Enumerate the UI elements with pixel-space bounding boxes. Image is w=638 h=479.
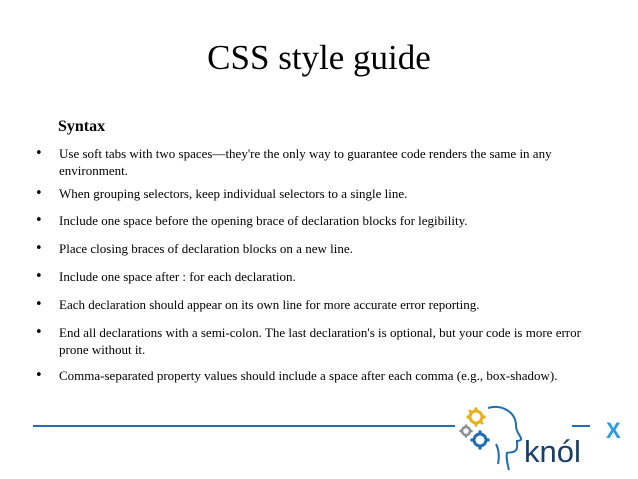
bullet-icon: • <box>35 146 43 161</box>
bullet-icon: • <box>35 368 43 383</box>
gray-gear-icon <box>459 424 473 438</box>
bullet-text: Comma-separated property values should include a space after each comma (e.g., box-shadow). <box>59 368 558 383</box>
bullet-text: End all declarations with a semi-colon. The last declaration's is optional, but your code is more error prone without it. <box>59 325 581 357</box>
slide-title: CSS style guide <box>207 38 431 77</box>
bullet-icon: • <box>35 325 43 340</box>
yellow-gear-icon <box>466 407 485 426</box>
bullet-text: Include one space after : for each declaration. <box>59 269 296 284</box>
bullet-text: Each declaration should appear on its own line for more accurate error reporting. <box>59 297 480 312</box>
knolx-logo <box>458 404 628 474</box>
bullet-icon: • <box>35 269 43 284</box>
bullet-text: When grouping selectors, keep individual selectors to a single line. <box>59 186 408 201</box>
head-profile-icon <box>488 407 521 470</box>
bullet-icon: • <box>35 186 43 201</box>
section-heading: Syntax <box>58 118 106 135</box>
bullet-text: Place closing braces of declaration blocks on a new line. <box>59 241 353 256</box>
bullet-icon: • <box>35 297 43 312</box>
knolx-head-gears-logo-icon <box>458 404 628 474</box>
bullet-text: Use soft tabs with two spaces—they're the only way to guarantee code renders the same in any environment. <box>59 146 552 178</box>
bullet-icon: • <box>35 241 43 256</box>
footer-rule-left <box>33 425 455 427</box>
bullet-icon: • <box>35 213 43 228</box>
logo-wordmark: knól <box>524 434 581 469</box>
logo-x-mark: X <box>606 418 621 443</box>
bullet-text: Include one space before the opening brace of declaration blocks for legibility. <box>59 213 468 228</box>
blue-gear-icon <box>470 430 489 449</box>
